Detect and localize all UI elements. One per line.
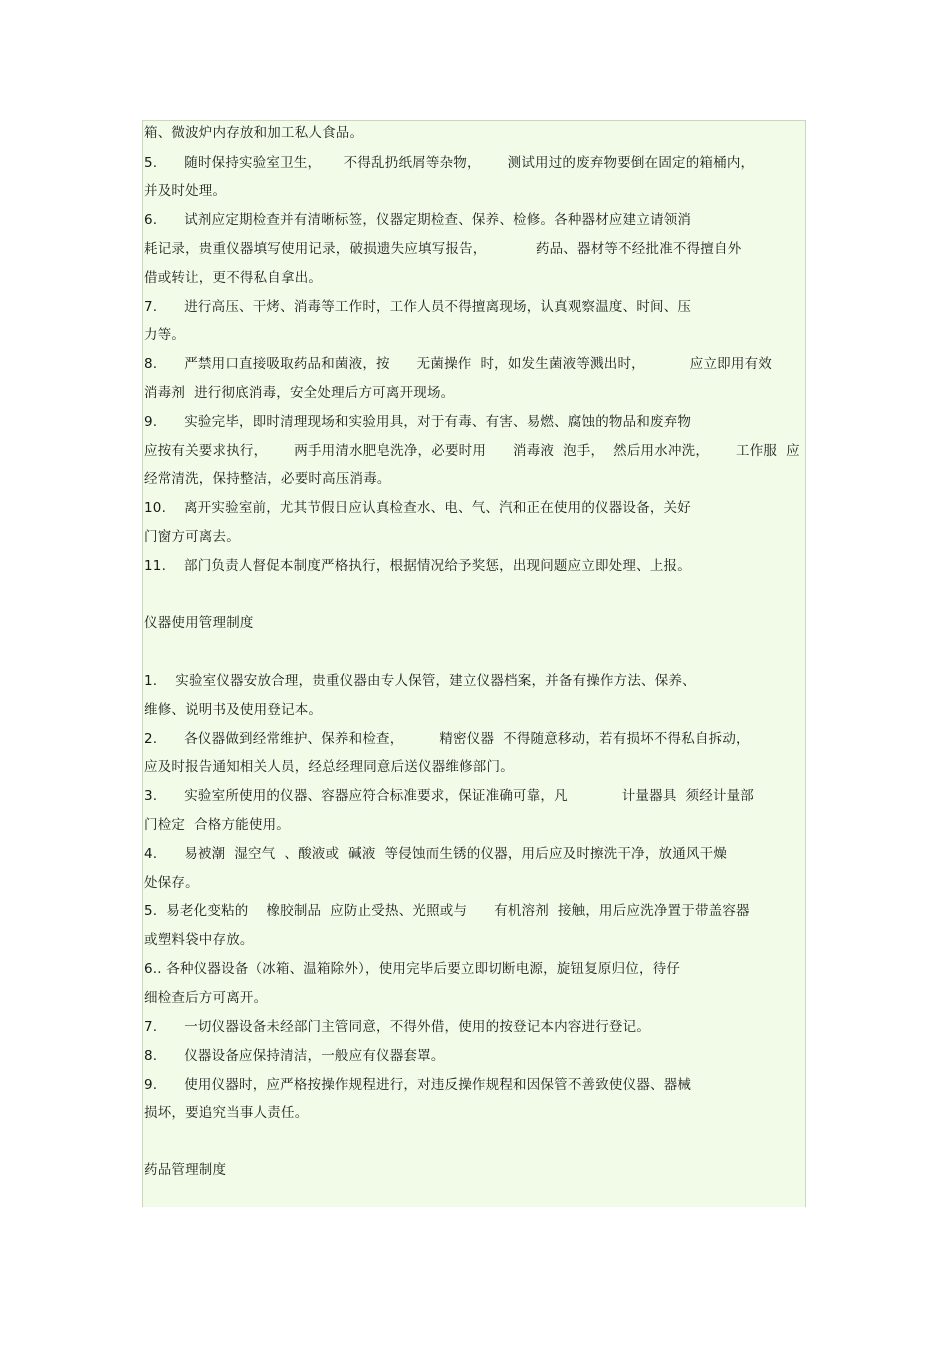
instrument-rule-8-line-1: 8. 仪器设备应保持清洁，一般应有仪器套罩。 bbox=[144, 1048, 445, 1064]
rule-8-line-1: 8. 严禁用口直接吸取药品和菌液，按 无菌操作 时，如发生菌液等溅出时， 应立即用有效 bbox=[144, 356, 772, 372]
rule-7-line-2: 力等。 bbox=[144, 327, 186, 343]
rule-8-line-2: 消毒剂 进行彻底消毒，安全处理后方可离开现场。 bbox=[144, 385, 455, 401]
instrument-rule-7-line-1: 7. 一切仪器设备未经部门主管同意，不得外借，使用的按登记本内容进行登记。 bbox=[144, 1019, 651, 1035]
rule-9-line-3: 经常清洗，保持整洁，必要时高压消毒。 bbox=[144, 471, 391, 487]
rule-9-line-1: 9. 实验完毕，即时清理现场和实验用具，对于有毒、有害、易燃、腐蚀的物品和废弃物 bbox=[144, 414, 692, 430]
rule-10-line-1: 10. 离开实验室前，尤其节假日应认真检查水、电、气、汽和正在使用的仪器设备，关好 bbox=[144, 500, 691, 516]
instrument-rule-1-line-1: 1. 实验室仪器安放合理，贵重仪器由专人保管，建立仪器档案，并备有操作方法、保养、 bbox=[144, 673, 696, 689]
instrument-rule-1-line-2: 维修、说明书及使用登记本。 bbox=[144, 702, 323, 718]
rule-5-line-1: 5. 随时保持实验室卫生， 不得乱扔纸屑等杂物， 测试用过的废弃物要倒在固定的箱桶内， bbox=[144, 155, 755, 171]
instrument-rule-5-line-2: 或塑料袋中存放。 bbox=[144, 932, 254, 948]
instrument-rule-4-line-2: 处保存。 bbox=[144, 875, 199, 891]
instrument-rule-6-line-2: 细检查后方可离开。 bbox=[144, 990, 268, 1006]
instrument-rule-4-line-1: 4. 易被潮 湿空气 、酸液或 碱液 等侵蚀而生锈的仪器，用后应及时擦洗干净，放通风干燥 bbox=[144, 846, 728, 862]
instrument-rule-6-line-1: 6.. 各种仪器设备（冰箱、温箱除外），使用完毕后要立即切断电源，旋钮复原归位，待仔 bbox=[144, 961, 681, 977]
instrument-rule-2-line-2: 应及时报告通知相关人员，经总经理同意后送仪器维修部门。 bbox=[144, 759, 514, 775]
rule-6-line-1: 6. 试剂应定期检查并有清晰标签，仪器定期检查、保养、检修。各种器材应建立请领消 bbox=[144, 212, 692, 228]
instrument-rule-9-line-1: 9. 使用仪器时，应严格按操作规程进行，对违反操作规程和因保管不善致使仪器、器械 bbox=[144, 1077, 692, 1093]
instrument-rule-3-line-1: 3. 实验室所使用的仪器、容器应符合标准要求，保证准确可靠，凡 计量器具 须经计量部 bbox=[144, 788, 755, 804]
text-line: 箱、微波炉内存放和加工私人食品。 bbox=[144, 125, 364, 141]
rule-6-line-2: 耗记录，贵重仪器填写使用记录，破损遗失应填写报告， 药品、器材等不经批准不得擅自外 bbox=[144, 241, 742, 257]
rule-11-line-1: 11. 部门负责人督促本制度严格执行，根据情况给予奖惩，出现问题应立即处理、上报。 bbox=[144, 558, 691, 574]
instrument-rule-5-line-1: 5. 易老化变粘的 橡胶制品 应防止受热、光照或与 有机溶剂 接触，用后应洗净置于带盖容器 bbox=[144, 903, 750, 919]
section-heading-instrument: 仪器使用管理制度 bbox=[144, 615, 254, 631]
section-heading-reagent: 药品管理制度 bbox=[144, 1162, 227, 1178]
instrument-rule-9-line-2: 损坏，要追究当事人责任。 bbox=[144, 1105, 309, 1121]
rule-10-line-2: 门窗方可离去。 bbox=[144, 529, 240, 545]
rule-9-line-2: 应按有关要求执行， 两手用清水肥皂洗净，必要时用 消毒液 泡手， 然后用水冲洗， 工作服 应 bbox=[144, 443, 800, 459]
rule-5-line-2: 并及时处理。 bbox=[144, 183, 227, 199]
instrument-rule-2-line-1: 2. 各仪器做到经常维护、保养和检查， 精密仪器 不得随意移动，若有损坏不得私自拆动， bbox=[144, 731, 750, 747]
rule-6-line-3: 借或转让，更不得私自拿出。 bbox=[144, 270, 323, 286]
instrument-rule-3-line-2: 门检定 合格方能使用。 bbox=[144, 817, 290, 833]
rule-7-line-1: 7. 进行高压、干烤、消毒等工作时，工作人员不得擅离现场，认真观察温度、时间、压 bbox=[144, 299, 692, 315]
